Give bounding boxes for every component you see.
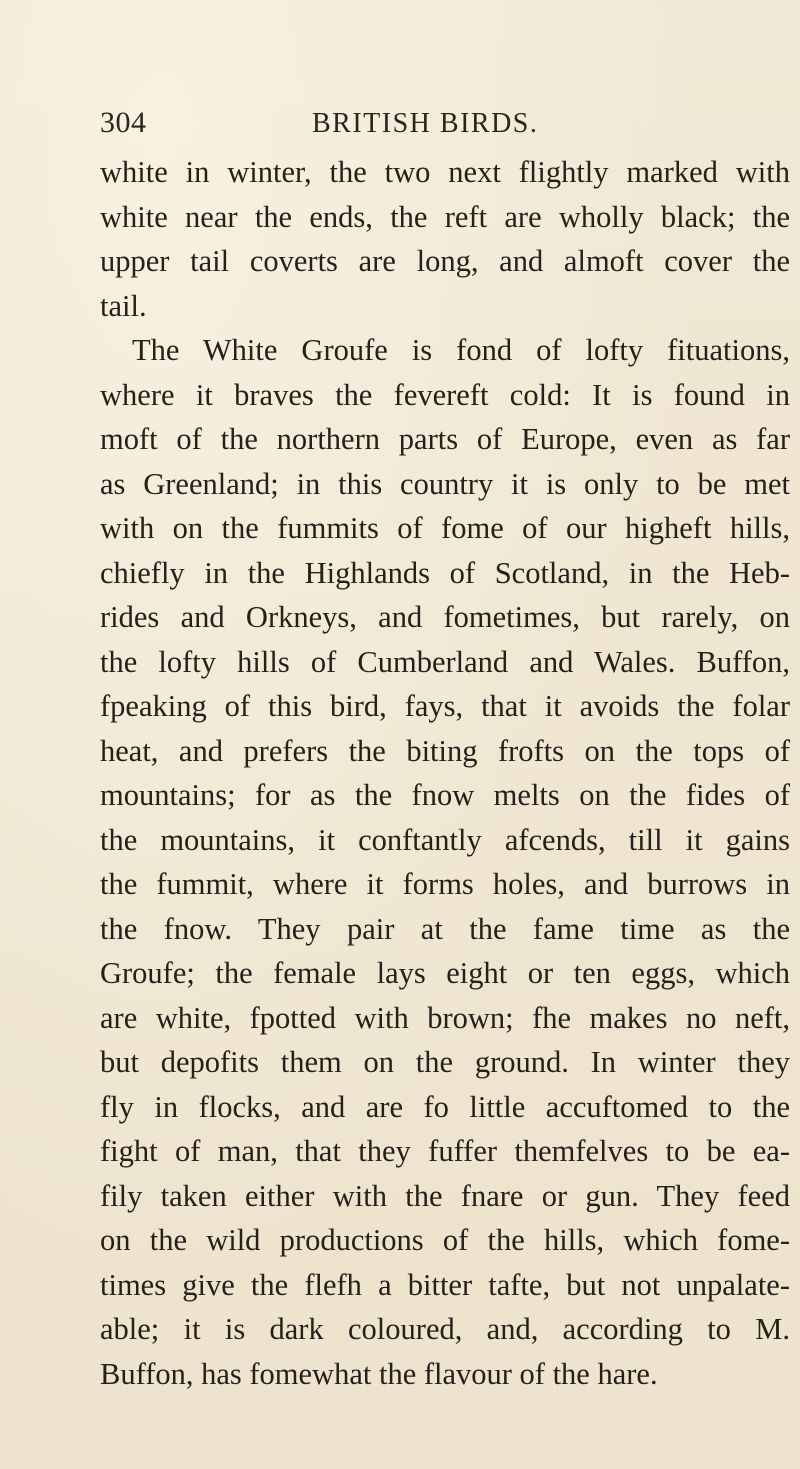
text-line: fight of man, that they fuffer themfelves to be ea- [100, 1134, 790, 1168]
text-line: but depofits them on the ground. In winter they [100, 1045, 790, 1079]
text-line: fpeaking of this bird, fays, that it avoids the folar [100, 689, 790, 723]
page-number: 304 [100, 106, 147, 139]
text-line: fily taken either with the fnare or gun. They feed [100, 1178, 790, 1213]
text-line: are white, fpotted with brown; fhe makes no neft, [100, 1000, 790, 1035]
text-line: white in winter, the two next flightly marked with [100, 155, 790, 189]
text-line: the lofty hills of Cumberland and Wales. Buffon, [100, 644, 790, 679]
text-line: tail. [100, 288, 147, 323]
text-line: rides and Orkneys, and fometimes, but rarely, on [100, 600, 790, 634]
text-line: on the wild productions of the hills, which fome- [100, 1223, 790, 1257]
text-line: heat, and prefers the biting frofts on the tops of [100, 733, 790, 768]
text-line: moft of the northern parts of Europe, even as far [100, 422, 790, 456]
running-head: BRITISH BIRDS. [312, 108, 539, 139]
text-line: chiefly in the Highlands of Scotland, in the Heb- [100, 555, 790, 590]
text-line: mountains; for as the fnow melts on the fides of [100, 778, 790, 812]
text-line: the fummit, where it forms holes, and burrows in [100, 867, 790, 901]
text-line: where it braves the fevereft cold: It is found in [100, 377, 790, 412]
text-line: with on the fummits of fome of our higheft hills, [100, 511, 790, 545]
text-line: white near the ends, the reft are wholly black; the [100, 199, 790, 234]
text-line: upper tail coverts are long, and almoft cover the [100, 244, 790, 278]
text-line: the mountains, it conftantly afcends, till it gains [100, 822, 790, 857]
text-line: Buffon, has fomewhat the flavour of the hare. [100, 1356, 658, 1391]
text-line: able; it is dark coloured, and, according to M. [100, 1312, 790, 1346]
text-line: fly in flocks, and are fo little accuftomed to the [100, 1089, 790, 1124]
text-line: The White Groufe is fond of lofty fituations, [132, 333, 790, 367]
paragraph-2 [100, 328, 790, 1396]
text-line: the fnow. They pair at the fame time as the [100, 911, 790, 946]
text-line: Groufe; the female lays eight or ten eggs, which [100, 956, 790, 990]
text-line: as Greenland; in this country it is only to be met [100, 466, 790, 501]
page-header [100, 106, 700, 146]
text-line: times give the flefh a bitter tafte, but not unpalate- [100, 1267, 790, 1302]
paragraph-1 [100, 150, 790, 328]
body-text [100, 150, 790, 1396]
